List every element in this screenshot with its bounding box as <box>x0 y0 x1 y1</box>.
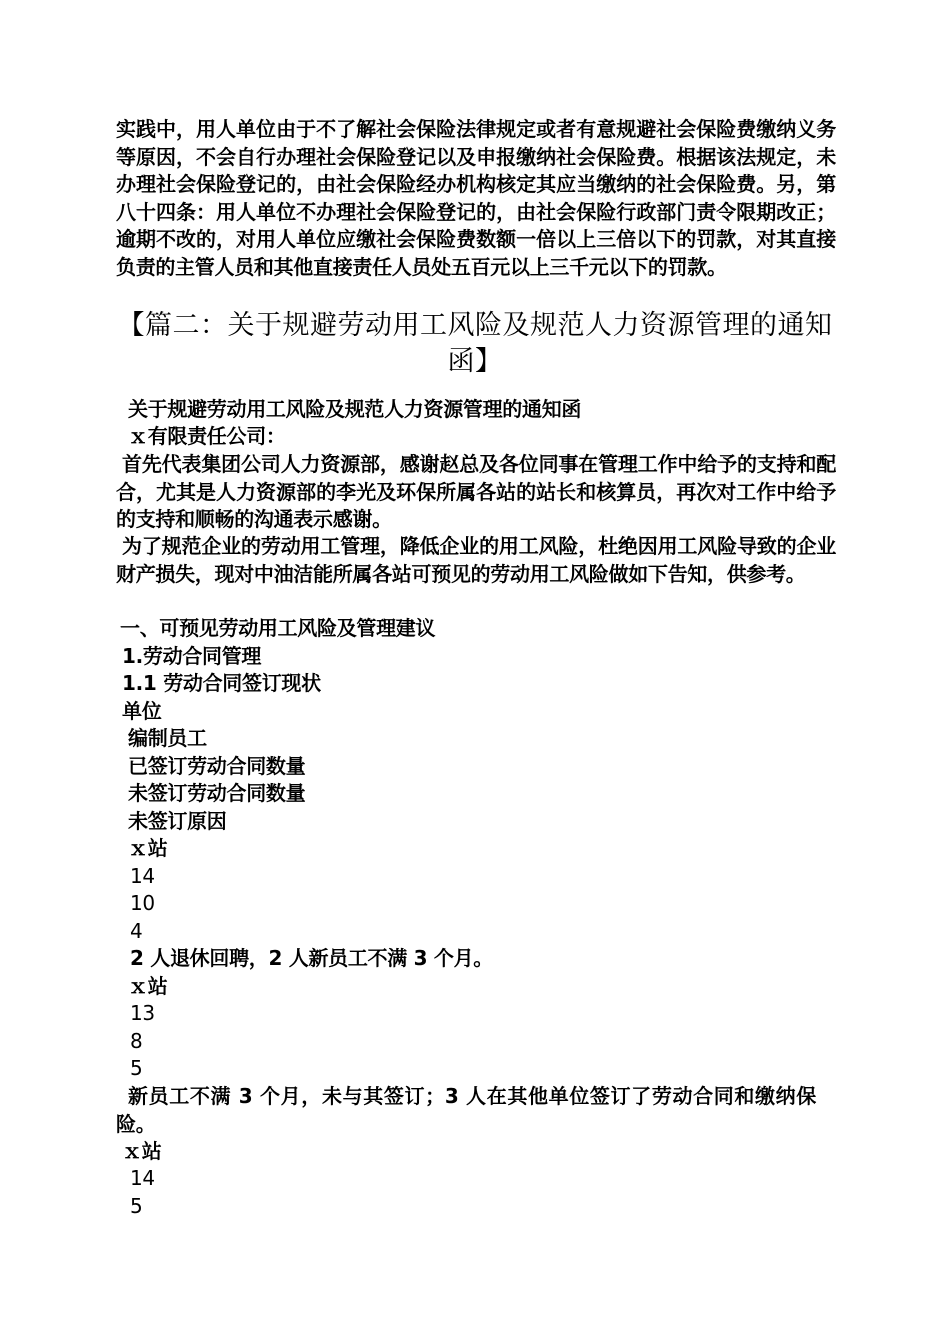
table-header-staff: 编制员工 <box>128 726 207 750</box>
letter-addressee: ｘ有限责任公司： <box>128 424 286 448</box>
table-row-1-signed: 10 <box>130 891 155 915</box>
subsection-1-heading: 1.劳动合同管理 <box>122 644 262 668</box>
table-row-3-staff: 14 <box>130 1166 155 1190</box>
letter-paragraph-2: 为了规范企业的劳动用工管理，降低企业的用工风险，杜绝因用工风险导致的企业财产损失，现对中油洁能所属各站可预见的劳动用工风险做如下告知，供参考。 <box>116 534 836 586</box>
letter-title: 关于规避劳动用工风险及规范人力资源管理的通知函 <box>128 397 582 421</box>
table-header-unsigned: 未签订劳动合同数量 <box>128 781 306 805</box>
intro-paragraph: 实践中，用人单位由于不了解社会保险法律规定或者有意规避社会保险费缴纳义务等原因，不会自行办理社会保险登记以及申报缴纳社会保险费。根据该法规定，未办理社会保险登记的，由社会保险经办机构核定其应当缴纳的社会保险费。另，第八十四条：用人单位不办理社会保险登记的，由社会保险行政部门责令限期改正；逾期不改的，对用人单位应缴社会保险费数额一倍以上三倍以下的罚款，对其直接负责的主管人员和其他直接责任人员处五百元以上三千元以下的罚款。 <box>116 117 836 279</box>
table-row-2-unit: ｘ站 <box>128 974 168 998</box>
table-row-2-reason: 新员工不满 3 个月，未与其签订；3 人在其他单位签订了劳动合同和缴纳保险。 <box>116 1084 816 1136</box>
subsection-1-1-heading: 1.1 劳动合同签订现状 <box>122 671 321 695</box>
table-row-3-signed: 5 <box>130 1194 143 1218</box>
table-header-signed: 已签订劳动合同数量 <box>128 754 306 778</box>
letter-paragraph-1: 首先代表集团公司人力资源部，感谢赵总及各位同事在管理工作中给予的支持和配合，尤其是人力资源部的李光及环保所属各站的站长和核算员，再次对工作中给予的支持和顺畅的沟通表示感谢。 <box>116 452 836 531</box>
table-row-1-unsigned: 4 <box>130 919 143 943</box>
table-row-1-unit: ｘ站 <box>128 836 168 860</box>
table-row-2-unsigned: 5 <box>130 1056 143 1080</box>
table-row-2-staff: 13 <box>130 1001 155 1025</box>
table-row-1-reason: 2 人退休回聘，2 人新员工不满 3 个月。 <box>130 946 493 970</box>
table-row-3-unit: ｘ站 <box>122 1139 162 1163</box>
table-header-reason: 未签订原因 <box>128 809 227 833</box>
table-row-1-staff: 14 <box>130 864 155 888</box>
section-heading: 【篇二：关于规避劳动用工风险及规范人力资源管理的通知函】 <box>117 310 833 377</box>
table-row-2-signed: 8 <box>130 1029 143 1053</box>
section-1-heading: 一、可预见劳动用工风险及管理建议 <box>120 616 436 640</box>
table-header-unit: 单位 <box>122 699 162 723</box>
